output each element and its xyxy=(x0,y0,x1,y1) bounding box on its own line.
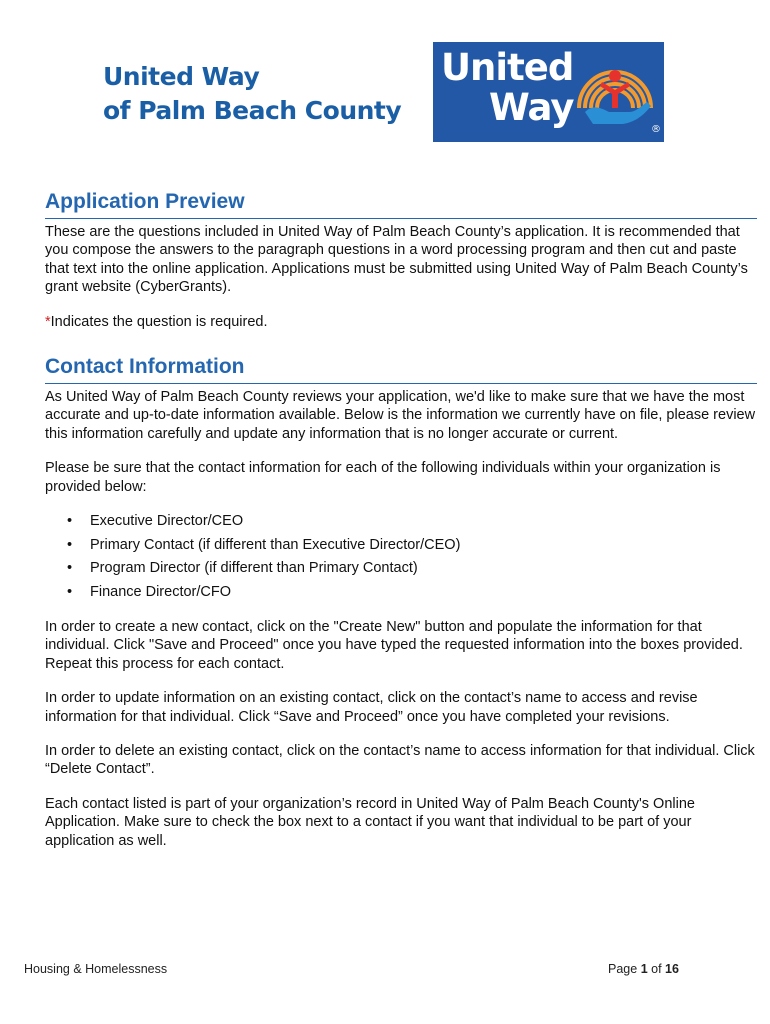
logo-wordmark xyxy=(441,48,573,128)
footer-page-number xyxy=(608,962,679,976)
delete-contact-paragraph: In order to delete an existing contact, click on the contact’s name to access information for that individual. Click “Delete Contact”. xyxy=(45,743,755,778)
logo-wordmark-line-2: Way xyxy=(489,86,574,129)
application-preview-heading: Application Preview xyxy=(45,189,757,219)
required-note xyxy=(45,313,757,331)
contact-information-section xyxy=(45,354,757,850)
logo-wordmark-line-1: United xyxy=(441,46,574,89)
create-contact-paragraph: In order to create a new contact, click on the "Create New" button and populate the information for that individual. Click "Save and Proceed" once you have typed the requested information into the boxes provided. Repeat this process for each contact. xyxy=(45,619,743,672)
list-item: • Executive Director/CEO xyxy=(45,510,757,534)
contact-please-paragraph: Please be sure that the contact information for each of the following individuals within your organization is provided below: xyxy=(45,460,721,495)
application-preview-section xyxy=(45,189,757,331)
org-name-line-1: United Way xyxy=(103,62,260,91)
application-preview-body: These are the questions included in United Way of Palm Beach County’s application. It is recommended that you compose the answers to the paragraph questions in a word processing program and then cut and paste that text into the online application. Applications must be submitted using United Way of Palm Beach County’s grant website (CyberGrants). xyxy=(45,224,748,296)
contact-roles-list xyxy=(45,510,757,604)
each-contact-paragraph: Each contact listed is part of your organization’s record in United Way of Palm Beach County's Online Application. Make sure to check the box next to a contact if you want that individual to be part of your application as well. xyxy=(45,795,695,849)
list-item: • Finance Director/CFO xyxy=(45,581,757,605)
required-asterisk: * xyxy=(45,313,51,330)
list-item: • Program Director (if different than Primary Contact) xyxy=(45,557,757,581)
update-contact-paragraph: In order to update information on an existing contact, click on the contact’s name to access and revise information for that individual. Click “Save and Proceed” once you have completed your revisions. xyxy=(45,690,698,725)
org-name xyxy=(103,60,433,128)
page-total: 16 xyxy=(665,962,679,976)
contact-intro-paragraph: As United Way of Palm Beach County reviews your application, we'd like to make sure that we have the most accurate and up-to-date information available. Below is the information we currently have on file, please review this information carefully and update any information that is no longer accurate or current. xyxy=(45,389,756,442)
contact-information-heading: Contact Information xyxy=(45,354,757,384)
page-word: Page xyxy=(608,962,638,976)
page-current: 1 xyxy=(640,962,648,976)
registered-mark: ® xyxy=(651,124,661,135)
logo-hand-rainbow-icon xyxy=(569,46,661,138)
of-word: of xyxy=(651,962,662,976)
united-way-logo xyxy=(433,42,664,142)
footer-category: Housing & Homelessness xyxy=(24,962,168,976)
required-note-text: Indicates the question is required. xyxy=(50,313,268,330)
list-item: • Primary Contact (if different than Executive Director/CEO) xyxy=(45,534,757,558)
org-name-line-2: of Palm Beach County xyxy=(103,96,402,125)
